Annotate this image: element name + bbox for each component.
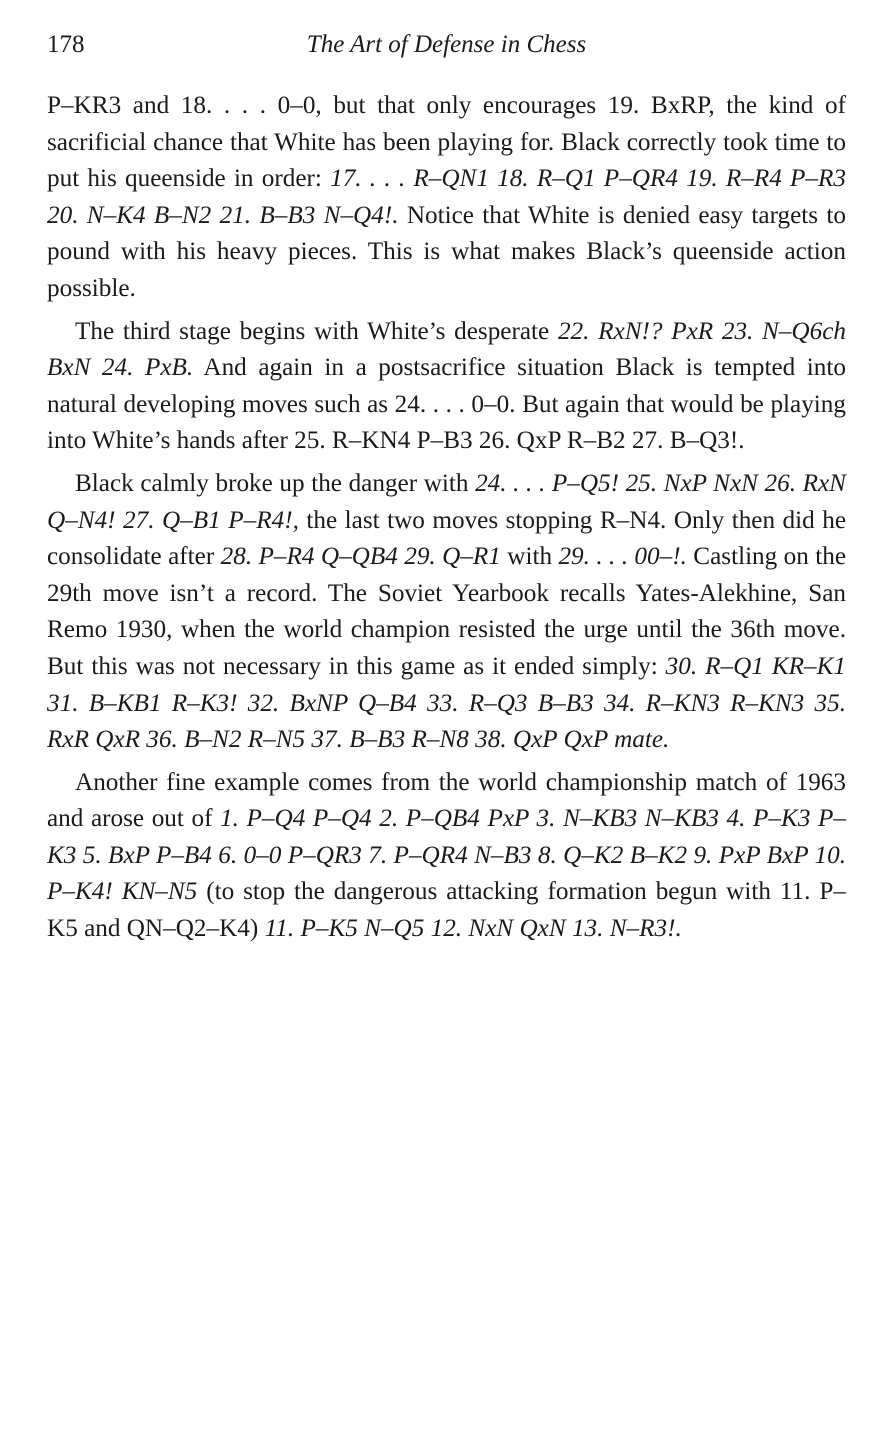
move-notation: 24. . . . P–Q5! 25. NxP NxN 26. RxN Q–N4! 27. Q–B1 P–R4!, (47, 469, 846, 534)
text-run: P–KR3 and 18. . . . 0–0, but that only encourages 19. BxRP, the kind of sacrificial chance that White has been playing for. Black correctly took time to put his queenside in order: (47, 92, 846, 193)
text-run: Castling on the 29th move isn’t a record. The Soviet Yearbook recalls Yates-Alekhine, San Remo 1930, when the world champion resisted the urge until the 36th move. But this was not necessary in this game as it ended simply: (47, 543, 847, 680)
text-run: the last two moves stopping R–N4. Only then did he consolidate after (47, 506, 846, 571)
page-header (47, 31, 846, 65)
text-run: Black calmly broke up the danger with (75, 469, 476, 497)
move-notation: 30. R–Q1 KR–K1 31. B–KB1 R–K3! 32. BxNP Q–B4 33. R–Q3 B–B3 34. R–KN3 R–KN3 35. RxR QxR 36. B–N2 R–N5 37. B–B3 R–N8 38. QxP QxP mate. (47, 652, 846, 754)
running-title: The Art of Defense in Chess (306, 31, 587, 58)
text-run: Another fine example comes from the world championship match of 1963 and arose out of (47, 768, 846, 833)
text-run: (to stop the dangerous attacking formation begun with 11. P–K5 and QN–Q2–K4) (47, 878, 846, 943)
text-run: with (500, 543, 559, 571)
move-notation: 1. P–Q4 P–Q4 2. P–QB4 PxP 3. N–KB3 N–KB3 4. P–K3 P–K3 5. BxP P–B4 6. 0–0 P–QR3 7. P–QR4 N–B3 8. Q–K2 B–K2 9. PxP BxP 10. P–K4! KN–N5 (47, 805, 846, 906)
move-notation: 17. . . . R–QN1 18. R–Q1 P–QR4 19. R–R4 P–R3 20. N–K4 B–N2 21. B–B3 N–Q4!. (47, 165, 846, 229)
paragraph (47, 314, 846, 460)
page-number: 178 (47, 31, 85, 58)
text-run: Notice that White is denied easy targets to pound with his heavy pieces. This is what makes Black’s queenside action possible. (47, 201, 847, 302)
text-run: The third stage begins with White’s desperate (75, 317, 558, 345)
move-notation: 28. P–R4 Q–QB4 29. Q–R1 (220, 543, 501, 571)
body-text (47, 88, 846, 948)
paragraph (47, 765, 846, 948)
paragraph (47, 466, 846, 759)
move-notation: 29. . . . 00–!. (558, 543, 687, 571)
paragraph (47, 88, 846, 308)
move-notation: 11. P–K5 N–Q5 12. NxN QxN 13. N–R3!. (264, 915, 682, 943)
move-notation: 22. RxN!? PxR 23. N–Q6ch BxN 24. PxB. (47, 317, 846, 382)
text-run: And again in a postsacrifice situation Black is tempted into natural developing moves such as 24. . . . 0–0. But again that would be playing into White’s hands after 25. R–KN4 P–B3 26. QxP R–B2 27. B–Q3!. (47, 354, 846, 455)
